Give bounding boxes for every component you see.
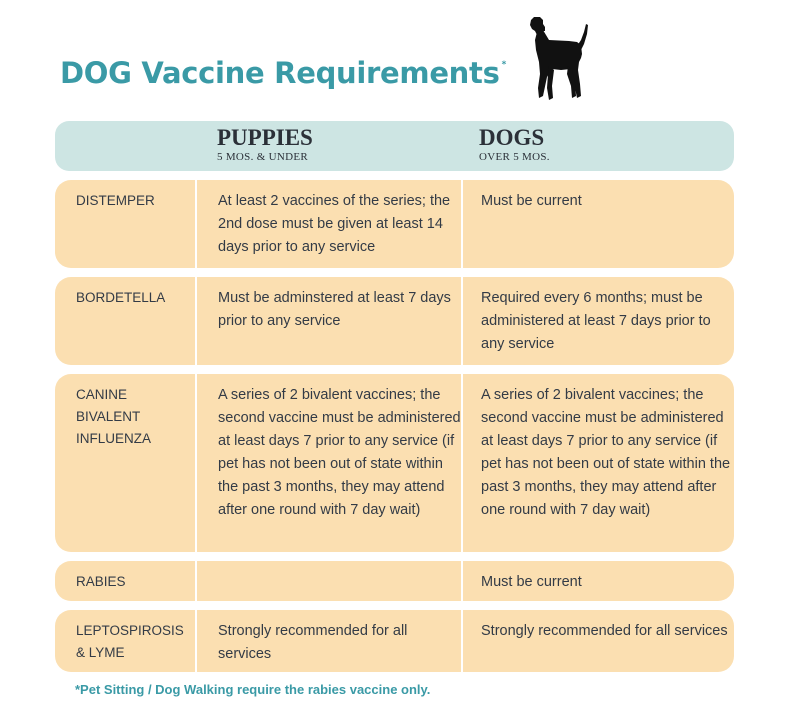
dog-silhouette-icon xyxy=(521,14,589,102)
title-footnote-mark: * xyxy=(501,60,506,70)
table-row-canine-bivalent-influenza xyxy=(55,374,734,552)
dogs-requirement: Strongly recommended for all services xyxy=(481,623,728,639)
puppies-subtitle: 5 MOS. & UNDER xyxy=(217,151,308,163)
dogs-requirement: Required every 6 months; must be administered at least 7 days prior to any service xyxy=(481,290,711,352)
footnote: *Pet Sitting / Dog Walking require the rabies vaccine only. xyxy=(75,682,431,697)
dogs-subtitle: OVER 5 MOS. xyxy=(479,151,550,163)
table-row-bordetella xyxy=(55,277,734,365)
puppies-requirement: Must be adminstered at least 7 days prior to any service xyxy=(218,290,451,329)
puppies-requirement: Strongly recommended for all services xyxy=(218,623,408,662)
puppies-title: PUPPIES xyxy=(217,125,313,150)
table-row-leptospirosis-lyme xyxy=(55,610,734,672)
table-row-rabies xyxy=(55,561,734,601)
table-header xyxy=(55,121,734,171)
puppies-requirement: At least 2 vaccines of the series; the 2nd dose must be given at least 14 days prior to any service xyxy=(218,193,451,255)
dogs-requirement: Must be current xyxy=(481,574,582,590)
dogs-requirement: Must be current xyxy=(481,193,582,209)
vaccine-name: RABIES xyxy=(76,574,126,589)
vaccine-name: DISTEMPER xyxy=(76,193,155,208)
page-title: DOG Vaccine Requirements * xyxy=(60,56,506,90)
vaccine-name: CANINE BIVALENT INFLUENZA xyxy=(76,387,152,446)
vaccine-name: LEPTOSPIROSIS & LYME xyxy=(76,623,184,660)
column-divider xyxy=(195,374,197,552)
vaccine-name: BORDETELLA xyxy=(76,290,166,305)
dogs-title: DOGS xyxy=(479,125,545,150)
column-divider xyxy=(461,561,463,601)
dogs-requirement: A series of 2 bivalent vaccines; the second vaccine must be administered at least days 7 prior to any service (if pet has not been out of state within the past 3 months, they may attend after one round with 7 day wait) xyxy=(481,387,731,518)
puppies-requirement: A series of 2 bivalent vaccines; the second vaccine must be administered at least days 7 prior to any service (if pet has not been out of state within the past 3 months, they may attend after one round with 7 day wait) xyxy=(218,387,461,518)
puppies-column-header xyxy=(217,125,313,164)
table-row-distemper xyxy=(55,180,734,268)
dogs-column-header xyxy=(479,125,550,164)
